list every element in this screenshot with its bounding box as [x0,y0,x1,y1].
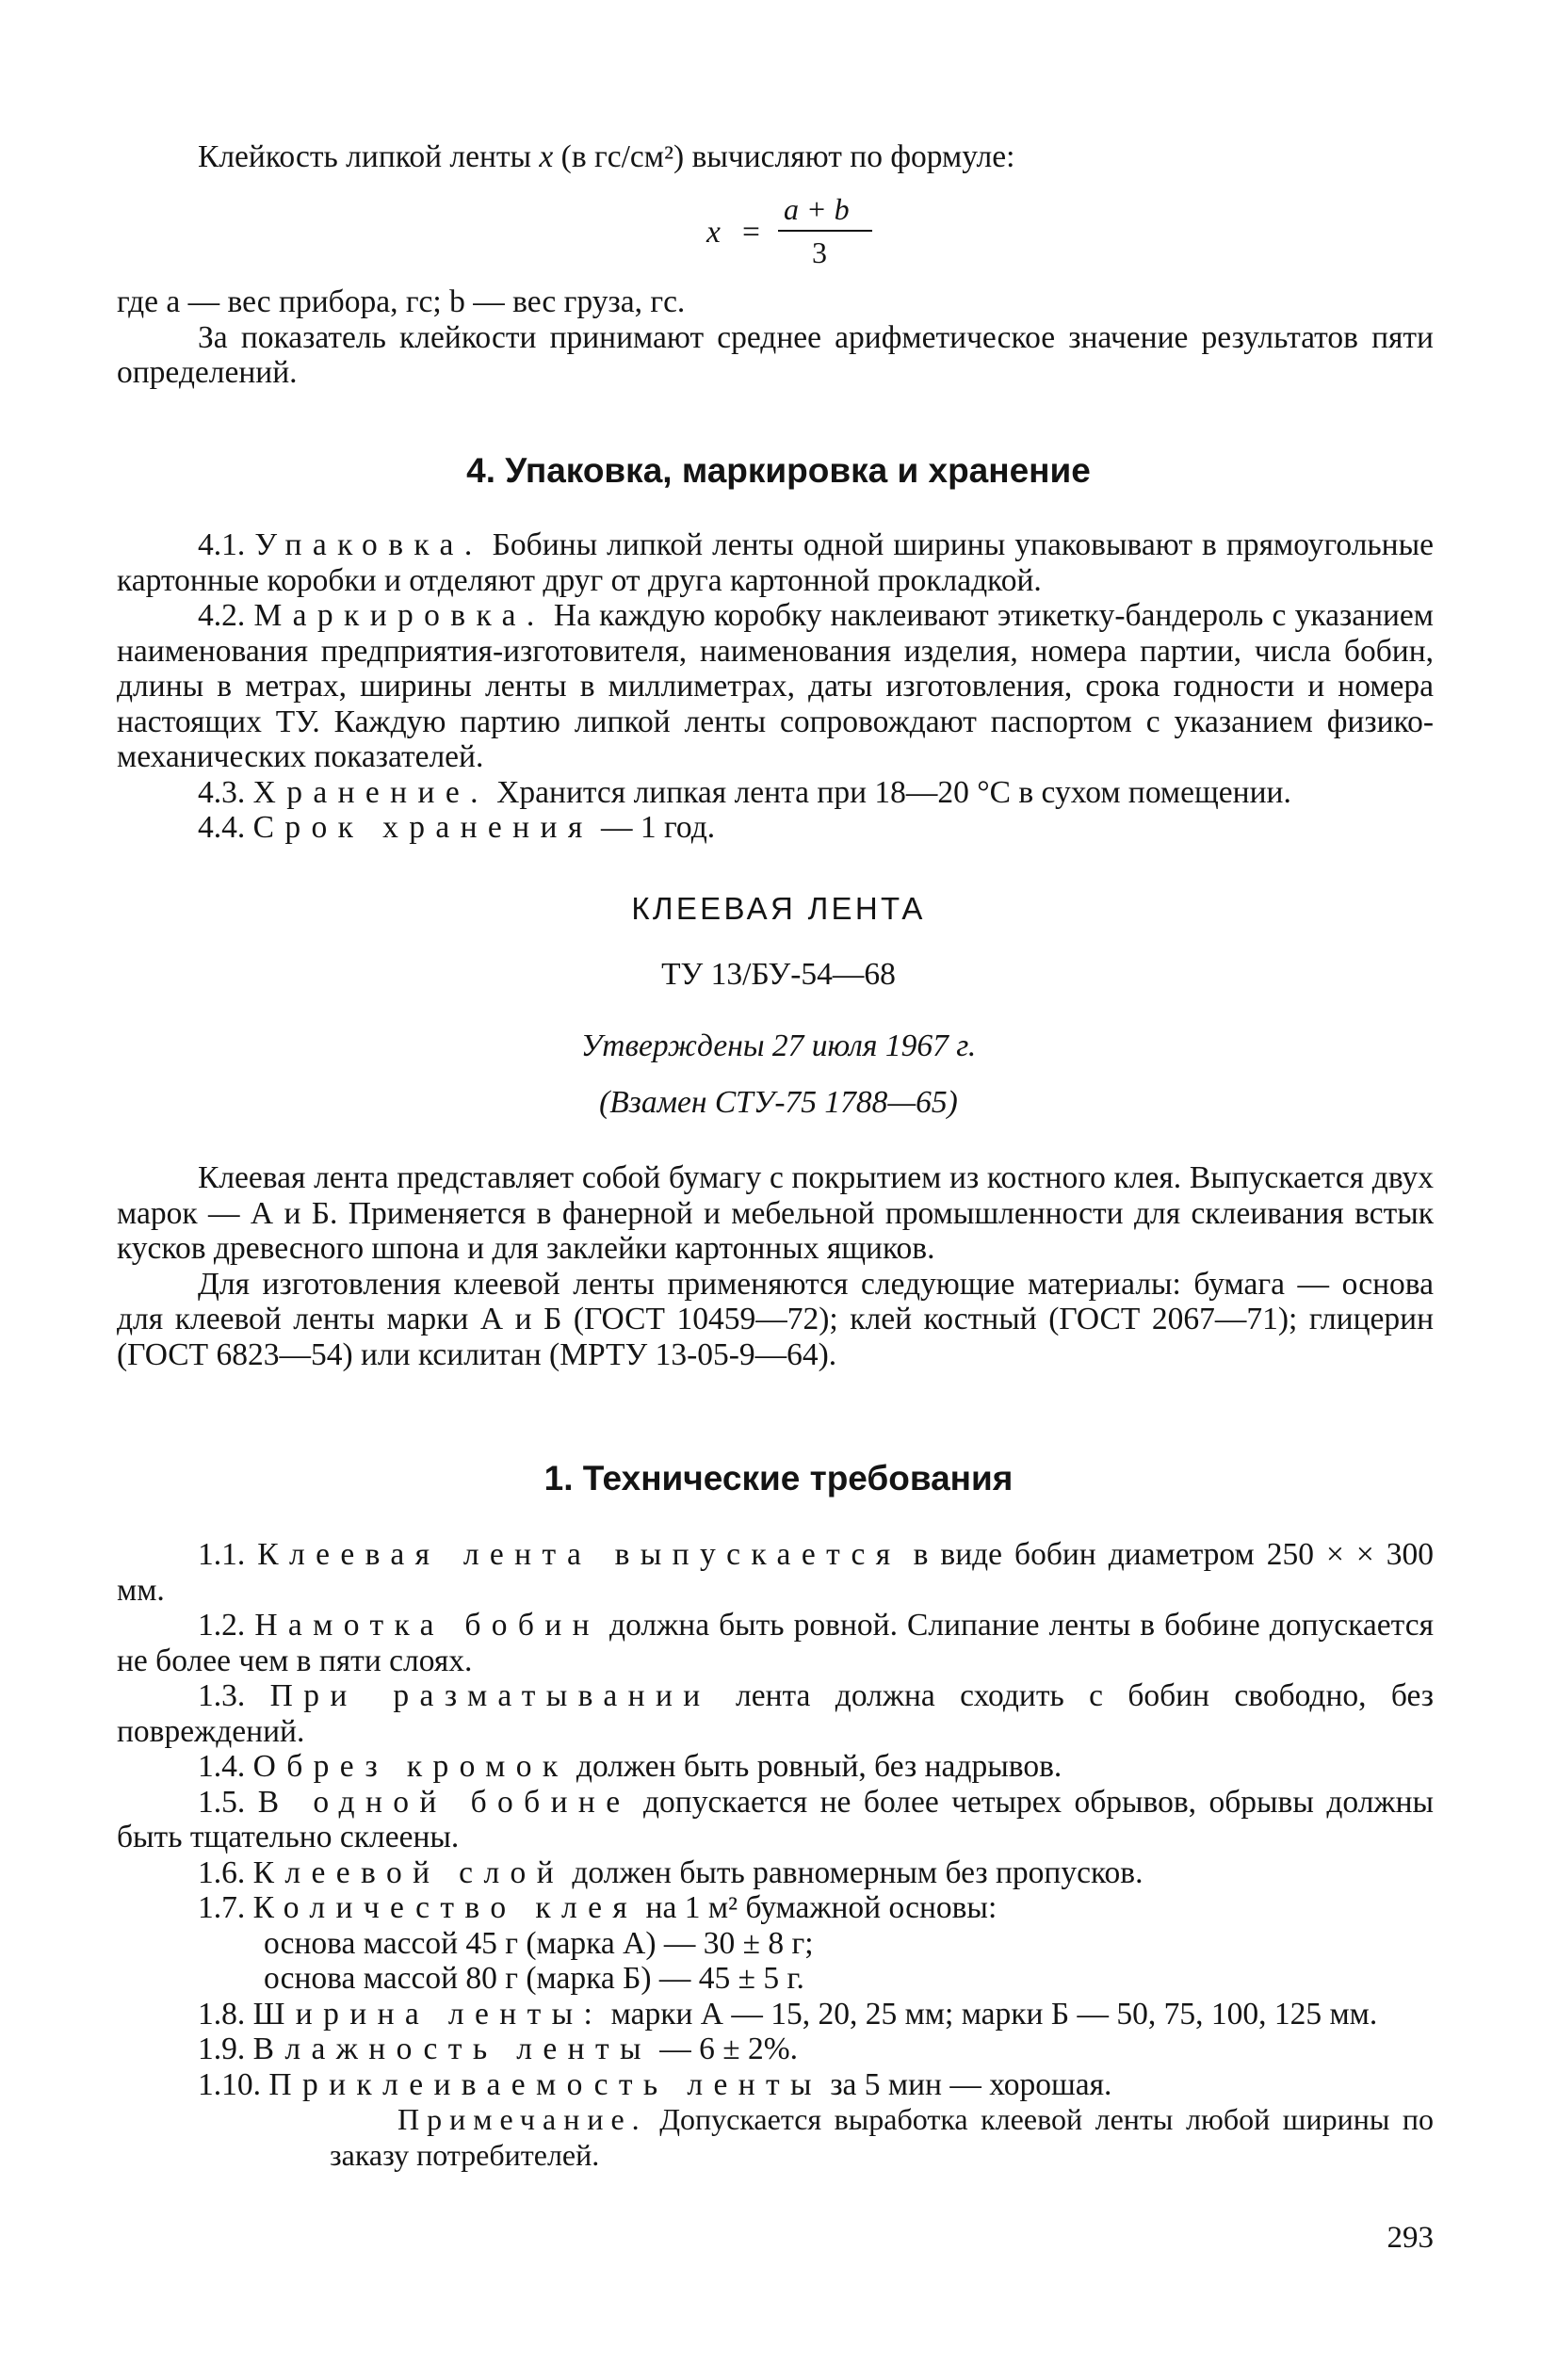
item-term: Количество клея [252,1890,639,1925]
item-text: Хранится липкая лента при 18—20 °С в сухом помещении. [488,774,1291,810]
item-1-4 [117,1749,1434,1785]
item-text: лента должна сходить с бобин свободно, без повреждений. [117,1678,1434,1749]
formula-variable: x [539,139,554,174]
item-4-4 [117,810,1434,846]
formula-lhs: x [706,215,721,250]
item-text: на 1 м² бумажной основы: [638,1890,997,1925]
item-4-2 [117,598,1434,775]
item-term: Упаковка. [254,527,483,562]
item-number: 4.2. [198,598,246,633]
item-term: Хранение. [252,774,489,810]
approval-date: Утверждены 27 июля 1967 г. [580,1028,977,1063]
formula-numerator: a + b [784,192,850,226]
item-text: — 1 год. [592,810,716,845]
item-1-1 [117,1537,1434,1608]
item-number: 4.3. [198,774,246,810]
description-paragraph-2: Для изготовления клеевой ленты применяются следующие материалы: бумага — основа для клеевой ленты марки А и Б (ГОСТ 10459—72); клей костный (ГОСТ 2067—71); глицерин (ГОСТ 6823—54) или ксилитан (МРТУ 13-05-9—64). [117,1266,1434,1372]
item-term: Клеевая лента выпускается [257,1537,901,1572]
formula [697,153,885,269]
fraction-bar [778,230,872,232]
item-term: Влажность ленты [252,2032,652,2066]
item-text: — 6 ± 2%. [651,2032,799,2066]
item-number: 1.4. [198,1749,246,1784]
product-title: КЛЕЕВАЯ ЛЕНТА [631,891,926,926]
item-text: в виде бобин диаметром 250 × × 300 мм. [117,1537,1434,1608]
item-text: допускается не более четырех обрывов, обрывы должны быть тщательно склеены. [117,1784,1435,1854]
item-text: марки А — 15, 20, 25 мм; марки Б — 50, 75, 100, 125 мм. [603,1996,1378,2032]
item-number: 1.8. [198,1996,246,2032]
item-number: 1.3. [198,1678,246,1713]
section-4-title: 4. Упаковка, маркировка и хранение [466,451,1091,490]
item-term: Клеевой слой [252,1854,565,1890]
item-number: 4.1. [198,527,246,562]
page-number: 293 [1387,2221,1434,2255]
item-1-8 [117,1997,1434,2032]
formula-where: где a — вес прибора, гс; b — вес груза, гс. [117,284,686,319]
item-term: Намотка бобин [254,1608,600,1643]
formula-denominator: 3 [812,235,827,269]
item-term: При разматывании [269,1678,711,1713]
formula-lead: Клейкость липкой ленты [198,139,532,174]
item-term: Маркировка. [253,598,545,633]
section-1-title: 1. Технические требования [543,1459,1014,1498]
product-code: ТУ 13/БУ-54—68 [661,957,896,992]
item-1-5 [117,1785,1434,1855]
item-text: должен быть равномерным без пропусков. [564,1854,1143,1890]
item-1-7 [117,1890,1434,1926]
item-term: Приклеиваемость ленты [268,2066,822,2102]
item-text: должен быть ровный, без надрывов. [568,1749,1062,1784]
formula-unit: (в гс/см²) вычисляют по формуле: [560,139,1015,174]
item-number: 1.5. [198,1784,246,1820]
item-number: 1.6. [198,1854,246,1890]
glue-amount-a: основа массой 45 г (марка А) — 30 ± 8 г; [264,1925,814,1961]
section-1-body [117,1537,1434,2173]
item-term: В одной бобине [257,1784,631,1820]
mean-paragraph: За показатель клейкости принимают среднее арифметическое значение результатов пяти определений. [117,319,1434,390]
item-4-1 [117,527,1434,598]
item-text: должна быть ровной. Слипание ленты в бобине допускается не более чем в пяти слоях. [117,1608,1434,1678]
item-4-3 [117,775,1434,811]
item-number: 1.2. [198,1608,246,1643]
product-description [117,1160,1434,1372]
item-term: Срок хранения [252,810,593,845]
section-4-body [117,527,1434,846]
item-1-10 [117,2067,1434,2103]
note-text: Допускается выработка клеевой ленты любой ширины по заказу потребителей. [330,2102,1434,2172]
note [117,2102,1434,2173]
item-1-9 [117,2032,1434,2067]
item-number: 1.1. [198,1537,246,1572]
item-1-6 [117,1855,1434,1891]
item-1-2 [117,1608,1434,1678]
replaces-standard: (Взамен СТУ-75 1788—65) [599,1085,958,1120]
formula-equals: = [742,215,760,250]
item-term: Ширина ленты: [252,1996,604,2032]
note-term: Примечание. [397,2102,647,2136]
description-paragraph-1: Клеевая лента представляет собой бумагу с покрытием из костного клея. Выпускается двух марок — А и Б. Применяется в фанерной и мебельной промышленности для склеивания встык кусков древесного шпона и для заклейки картонных ящиков. [117,1160,1434,1266]
item-1-3 [117,1678,1434,1749]
glue-amount-b: основа массой 80 г (марка Б) — 45 ± 5 г. [264,1961,804,1996]
formula-explanation [117,284,1434,391]
item-number: 1.7. [198,1890,246,1925]
item-number: 4.4. [198,810,246,845]
item-text: На каждую коробку наклеивают этикетку-бандероль с указанием наименования предприятия-изготовителя, наименования изделия, номера партии, числа бобин, длины в метрах, ширины ленты в миллиметрах, даты изготовления, срока годности и номера настоящих ТУ. Каждую партию липкой ленты сопровождают паспортом с указанием физико-механических показателей. [117,598,1435,774]
item-number: 1.9. [198,2032,246,2066]
item-number: 1.10. [198,2066,261,2102]
item-term: Обрез кромок [252,1749,569,1784]
item-text: за 5 мин — хорошая. [821,2066,1112,2102]
item-text: Бобины липкой ленты одной ширины упаковывают в прямоугольные картонные коробки и отделяют друг от друга картонной прокладкой. [117,527,1434,598]
